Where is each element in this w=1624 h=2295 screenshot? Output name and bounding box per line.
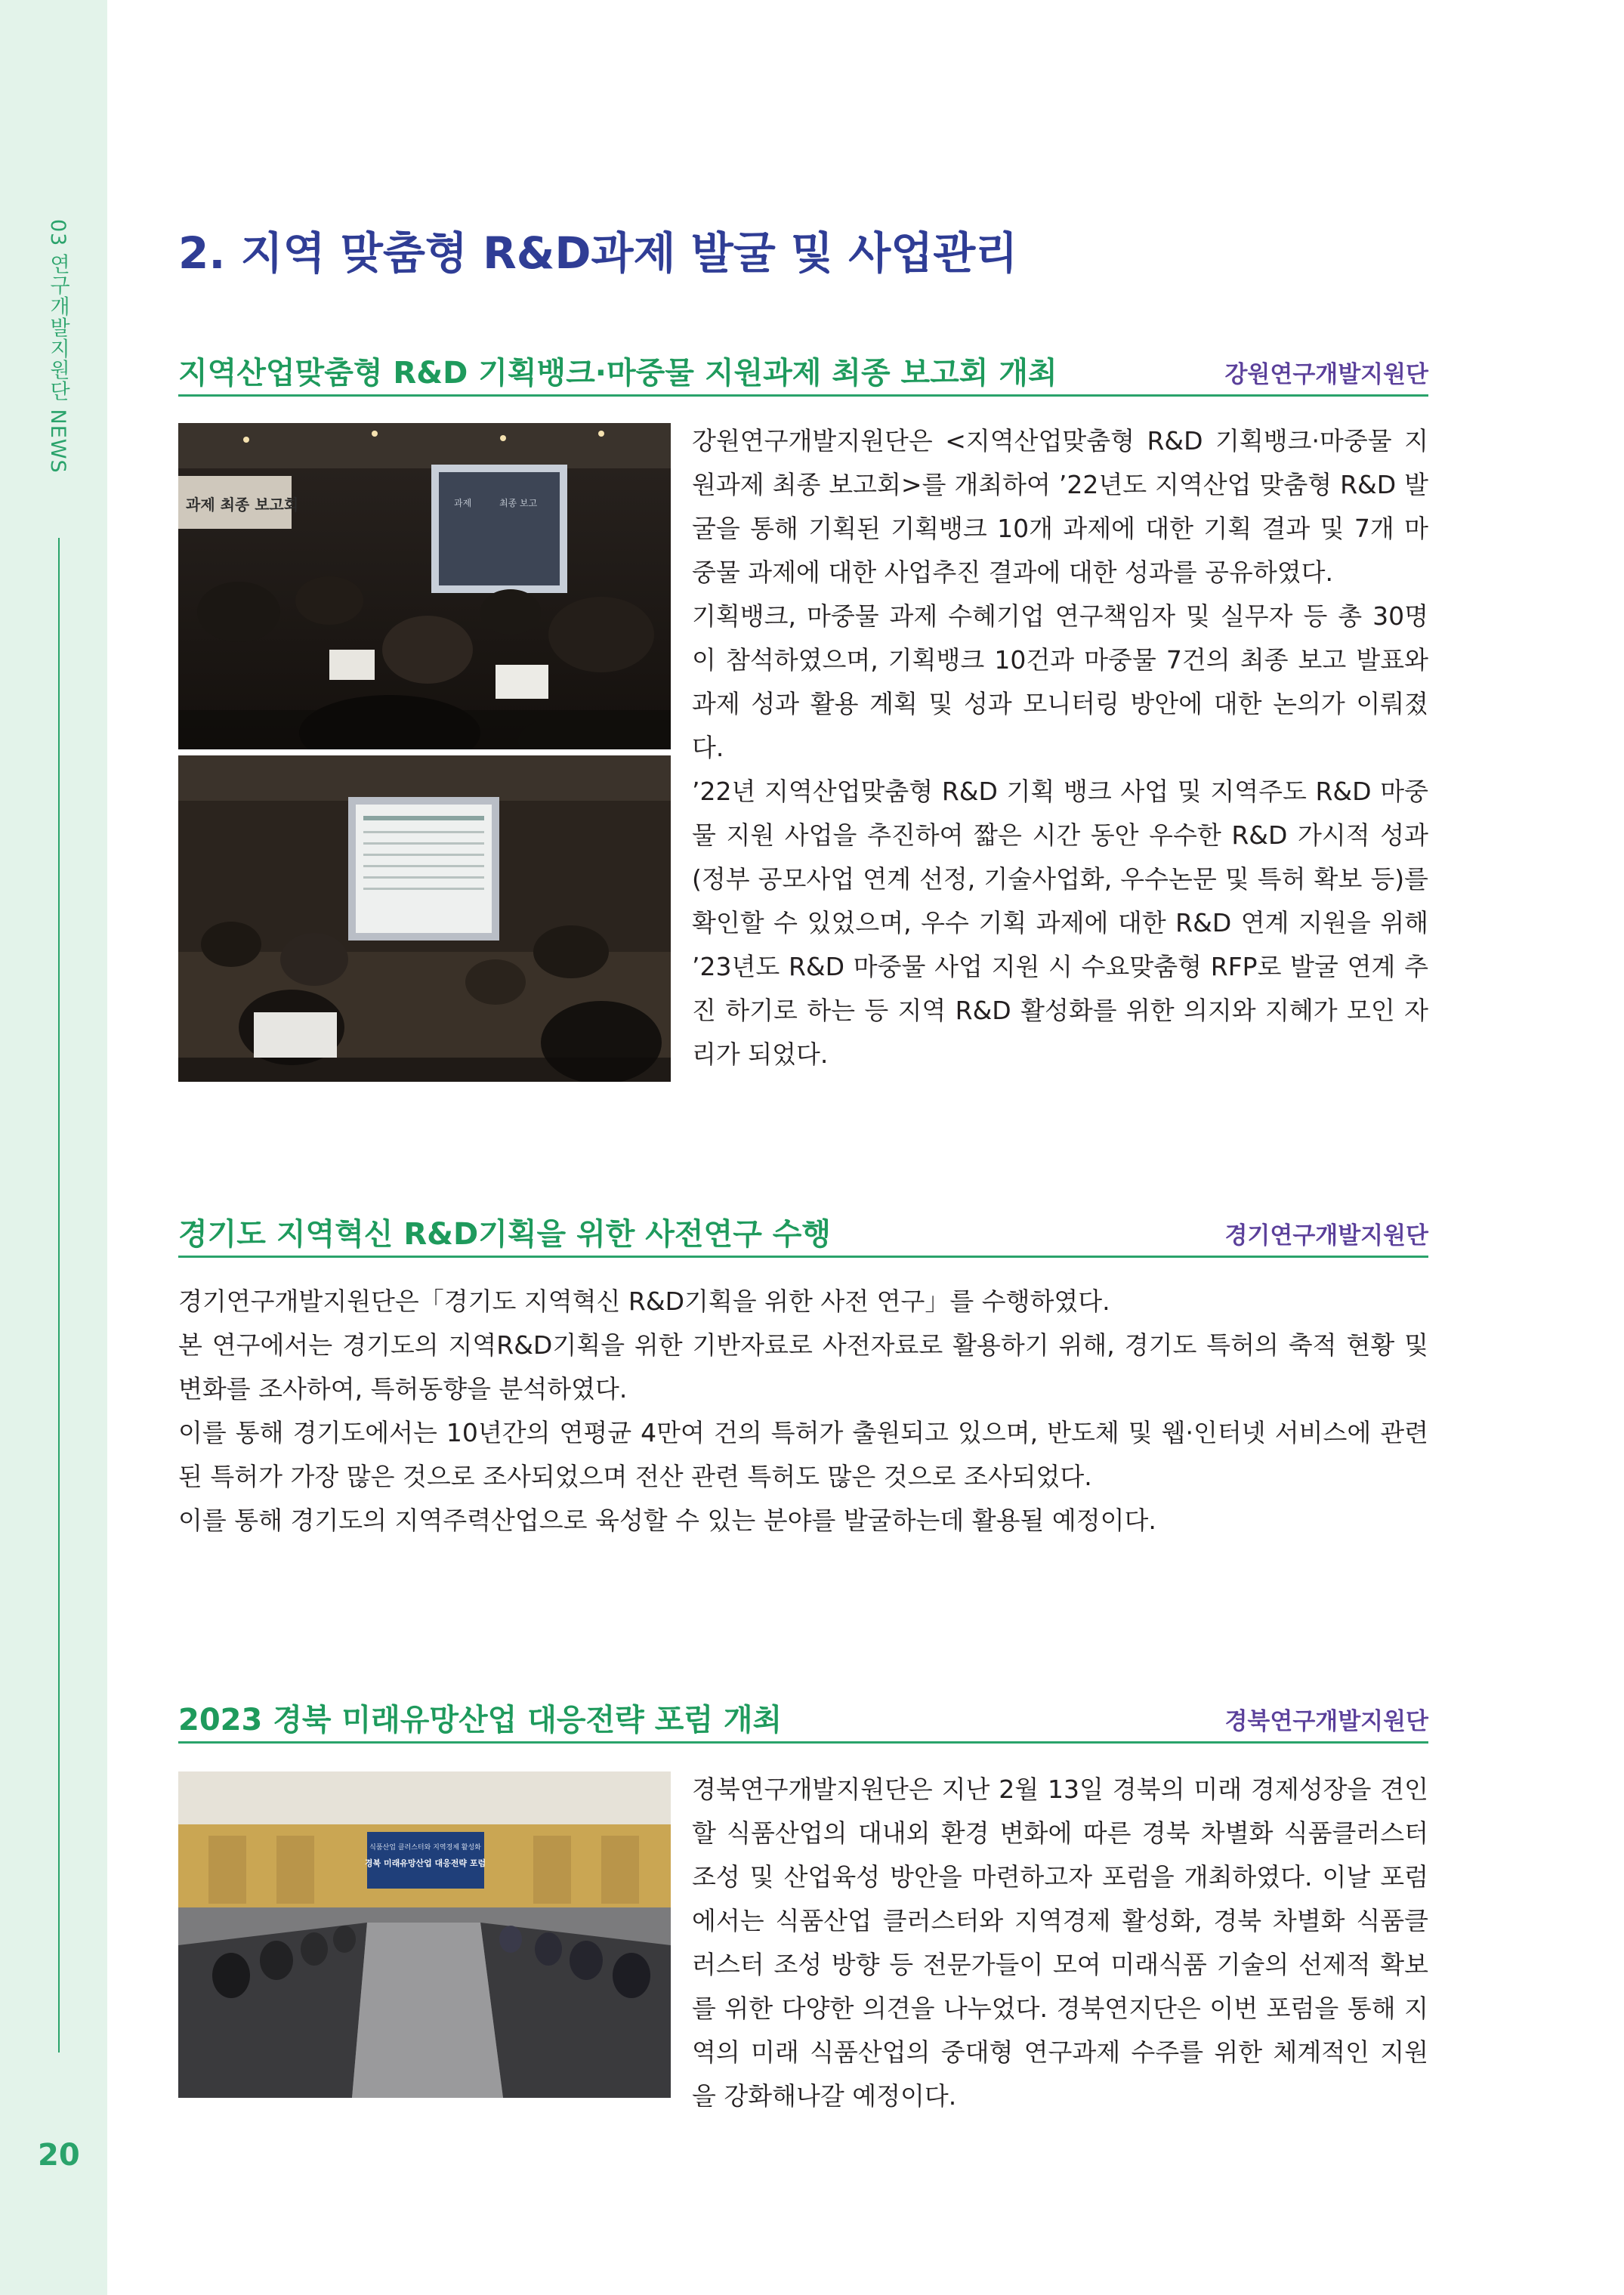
section-body-gyeongbuk — [692, 1768, 1428, 2118]
banner-line2: 경북 미래유망산업 대응전략 포럼 — [364, 1858, 486, 1868]
page-title: 2. 지역 맞춤형 R&D과제 발굴 및 사업관리 — [178, 227, 1018, 279]
section-org: 강원연구개발지원단 — [1224, 361, 1428, 388]
paragraph: ’22년 지역산업맞춤형 R&D 기획 뱅크 사업 및 지역주도 R&D 마중물 지원 사업을 추진하여 짧은 시간 동안 우수한 R&D 가시적 성과(정부 공모사업 연계 선정, 기술사업화, 우수논문 및 특허 확보 등)를 확인할 수 있었으며, 우수 기획 과제에 대한 R&D 연계 지원을 위해 ’23년도 R&D 마중물 사업 지원 시 수요맞춤형 RFP로 발굴 연계 추진 하기로 하는 등 지역 R&D 활성화를 위한 의지와 지혜가 모인 자리가 되었다. — [692, 777, 1428, 1069]
photo-report-meeting-1 — [178, 423, 671, 749]
paragraph: 경북연구개발지원단은 지난 2월 13일 경북의 미래 경제성장을 견인할 식품산업의 대내외 환경 변화에 따른 경북 차별화 식품클러스터 조성 및 산업육성 방안을 마련하고자 포럼을 개최하였다. 이날 포럼에서는 식품산업 클러스터와 지역경제 활성화, 경북 차별화 식품클러스터 조성 방향 등 전문가들이 모여 미래식품 기술의 선제적 확보를 위한 다양한 의견을 나누었다. 경북연지단은 이번 포럼을 통해 지역의 미래 식품산업의 중대형 연구과제 수주를 위한 체계적인 지원을 강화해나갈 예정이다. — [692, 1775, 1428, 2111]
svg-text:과제: 과제 — [454, 498, 472, 508]
section-header-gyeongbuk — [178, 1696, 1428, 1744]
banner-line1: 식품산업 클러스터와 지역경제 활성화 — [369, 1844, 481, 1852]
section-header-gangwon — [178, 349, 1428, 397]
page-number: 20 — [38, 2138, 80, 2173]
paragraph: 본 연구에서는 경기도의 지역R&D기획을 위한 기반자료로 사전자료로 활용하기 위해, 경기도 특허의 축적 현황 및 변화를 조사하여, 특허동향을 분석하였다. — [178, 1330, 1428, 1404]
section-body-gangwon — [692, 419, 1428, 1076]
paragraph: 강원연구개발지원단은 <지역산업맞춤형 R&D 기획뱅크·마중물 지원과제 최종 보고회>를 개최하여 ’22년도 지역산업 맞춤형 R&D 발굴을 통해 기획된 기획뱅크 10개 과제에 대한 기획 결과 및 7개 마중물 과제에 대한 사업추진 결과에 대한 성과를 공유하였다. — [692, 426, 1428, 587]
section-title: 2023 경북 미래유망산업 대응전략 포럼 개최 — [178, 1703, 783, 1737]
svg-text:최종 보고: 최종 보고 — [499, 498, 538, 508]
paragraph: 경기연구개발지원단은「경기도 지역혁신 R&D기획을 위한 사전 연구」를 수행하였다. — [178, 1286, 1110, 1316]
section-title: 지역산업맞춤형 R&D 기획뱅크·마중물 지원과제 최종 보고회 개최 — [178, 356, 1057, 391]
section-org: 경기연구개발지원단 — [1224, 1222, 1428, 1249]
photo-forum — [178, 1771, 671, 2098]
section-body-gyeonggi — [178, 1280, 1428, 1543]
paragraph: 이를 통해 경기도에서는 10년간의 연평균 4만여 건의 특허가 출원되고 있으며, 반도체 및 웹·인터넷 서비스에 관련된 특허가 가장 많은 것으로 조사되었으며 전산 관련 특허도 많은 것으로 조사되었다. — [178, 1418, 1428, 1491]
sidebar-section-label: 03 연구개발지원단 NEWS — [46, 219, 69, 474]
sidebar-rule — [58, 538, 60, 2053]
section-org: 경북연구개발지원단 — [1224, 1708, 1428, 1735]
photo-report-meeting-2 — [178, 755, 671, 1082]
slide-strip-text: 과제 최종 보고회 — [186, 496, 299, 514]
section-title: 경기도 지역혁신 R&D기획을 위한 사전연구 수행 — [178, 1217, 832, 1252]
paragraph: 기획뱅크, 마중물 과제 수혜기업 연구책임자 및 실무자 등 총 30명이 참석하였으며, 기획뱅크 10건과 마중물 7건의 최종 보고 발표와 과제 성과 활용 계획 및 성과 모니터링 방안에 대한 논의가 이뤄졌다. — [692, 601, 1428, 762]
section-header-gyeonggi — [178, 1210, 1428, 1258]
paragraph: 이를 통해 경기도의 지역주력산업으로 육성할 수 있는 분야를 발굴하는데 활용될 예정이다. — [178, 1506, 1156, 1535]
